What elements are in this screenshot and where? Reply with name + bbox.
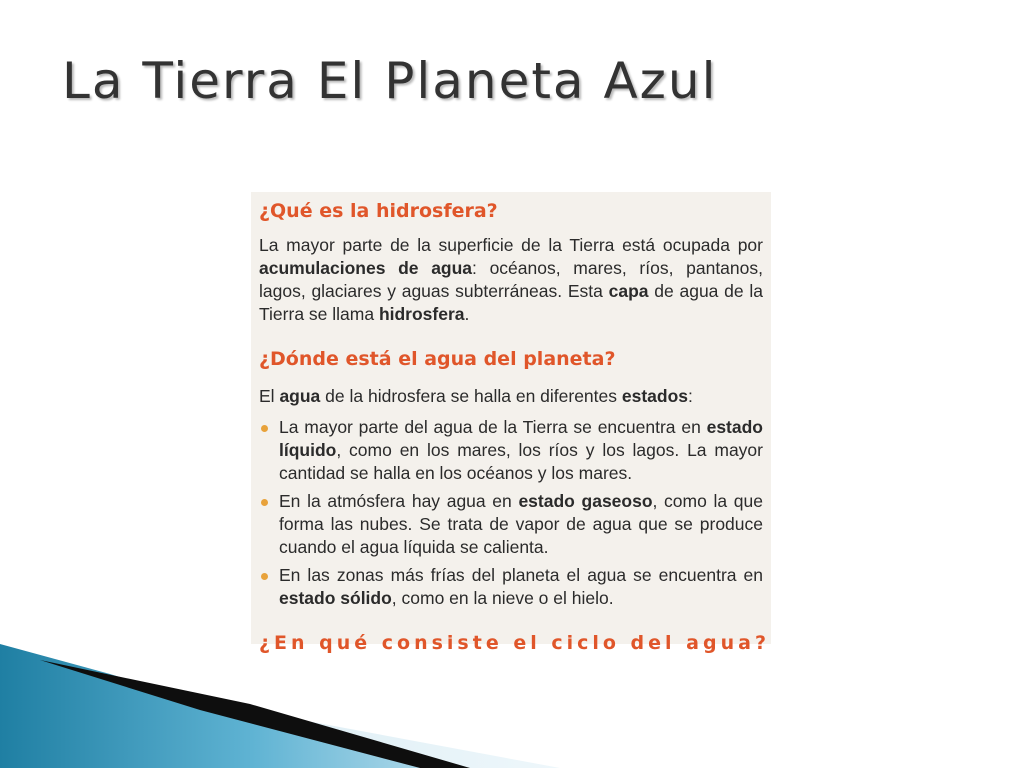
- list-item-text: [279, 491, 763, 557]
- text-run: , como la que forma las nubes. Se trata de vapor de agua que se produce cuando el agua líquida se calienta.: [279, 491, 764, 557]
- bold-term: capa: [608, 281, 649, 301]
- section-intro-estados: [259, 385, 763, 408]
- corner-swoosh-decoration: [0, 640, 1024, 768]
- textbook-excerpt-image: [251, 192, 771, 654]
- list-item-text: [279, 565, 763, 608]
- slide-title: La Tierra El Planeta Azul: [62, 52, 718, 110]
- bold-term: estado gaseoso: [518, 491, 653, 511]
- bold-term: hidrosfera: [378, 304, 465, 324]
- text-run: :: [688, 386, 693, 406]
- text-run: La mayor parte del agua de la Tierra se encuentra en: [279, 417, 707, 437]
- states-bullet-list: [259, 416, 763, 615]
- bold-term: estado líquido: [279, 417, 763, 460]
- section-paragraph-hidrosfera: [259, 234, 763, 326]
- section-heading-agua-planeta: ¿Dónde está el agua del planeta?: [259, 348, 616, 370]
- bold-term: acumulaciones de agua: [259, 258, 473, 278]
- cut-off-section-heading: ¿En qué consiste el ciclo del agua?: [259, 632, 770, 654]
- list-item: [259, 564, 763, 610]
- list-item: [259, 416, 763, 485]
- section-heading-hidrosfera: ¿Qué es la hidrosfera?: [259, 200, 498, 222]
- bold-term: agua: [279, 386, 321, 406]
- bold-term: estado sólido: [279, 588, 392, 608]
- text-run: de agua de la Tierra se llama: [259, 281, 763, 324]
- text-run: , como en los mares, los ríos y los lagos. La mayor cantidad se halla en los océanos y los mares.: [279, 440, 763, 483]
- list-item: [259, 490, 763, 559]
- text-run: de la hidrosfera se halla en diferentes: [320, 386, 622, 406]
- text-run: La mayor parte de la superficie de la Tierra está ocupada por: [259, 235, 763, 255]
- list-item-text: [279, 417, 763, 483]
- text-run: En la atmósfera hay agua en: [279, 491, 519, 511]
- text-run: : océanos, mares, ríos, pantanos, lagos, glaciares y aguas subterráneas. Esta: [259, 258, 763, 301]
- text-run: .: [464, 304, 470, 324]
- text-run: El: [259, 386, 280, 406]
- bullet-dot-icon: [261, 425, 268, 432]
- text-run: En las zonas más frías del planeta el agua se encuentra en: [279, 565, 763, 585]
- bullet-dot-icon: [261, 499, 268, 506]
- bold-term: estados: [621, 386, 689, 406]
- text-run: , como en la nieve o el hielo.: [391, 588, 614, 608]
- bullet-dot-icon: [261, 573, 268, 580]
